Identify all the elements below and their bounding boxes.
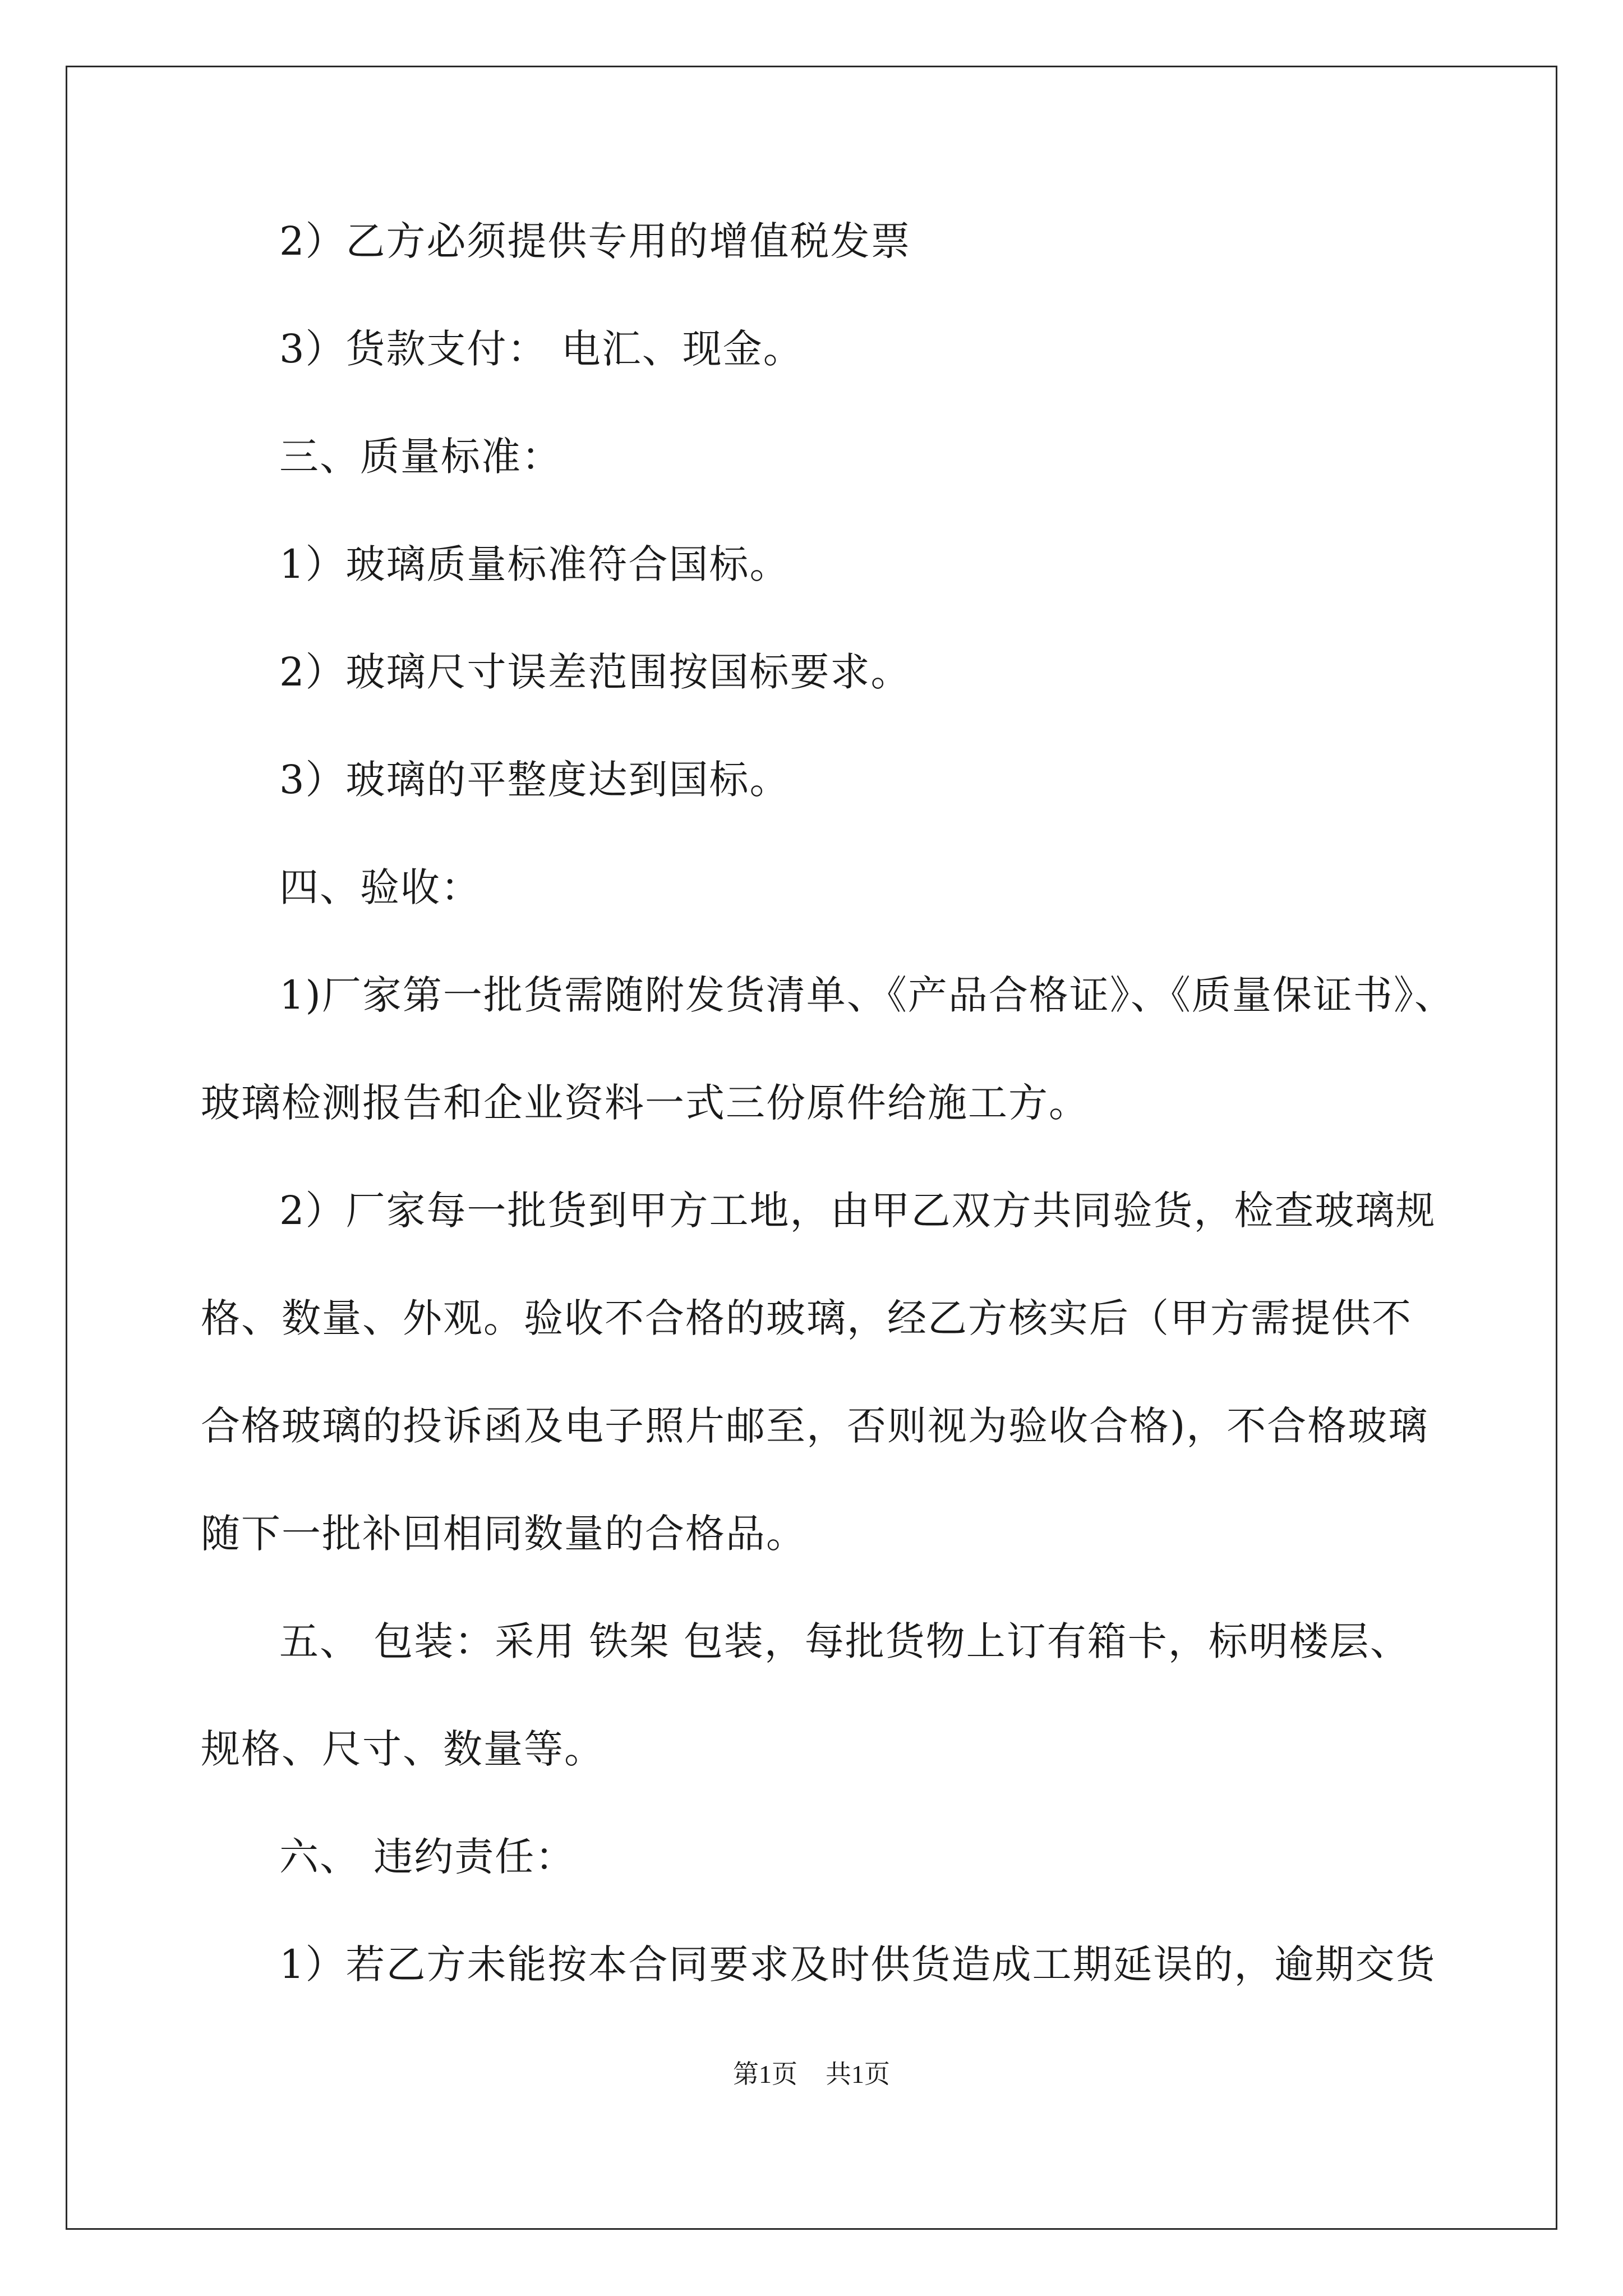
text-line: 3）货款支付： 电汇、现金。 <box>279 326 804 372</box>
paragraph-liability-1 <box>201 1936 1479 1993</box>
text-line: 合格玻璃的投诉函及电子照片邮至，否则视为验收合格)，不合格玻璃 <box>201 1403 1429 1449</box>
section-heading-acceptance <box>201 859 1479 915</box>
text-line: 3）玻璃的平整度达到国标。 <box>279 757 790 803</box>
text-line: 2）乙方必须提供专用的增值税发票 <box>279 218 911 264</box>
section-heading-quality <box>201 429 1479 485</box>
text-line: 2）玻璃尺寸误差范围按国标要求。 <box>279 649 911 695</box>
text-line: 1）若乙方未能按本合同要求及时供货造成工期延误的，逾期交货 <box>279 1941 1436 1987</box>
text-line: 规格、尺寸、数量等。 <box>201 1726 605 1772</box>
text-line: 1)厂家第一批货需随附发货清单、《产品合格证》、《质量保证书》、 <box>279 972 1455 1018</box>
text-line: 玻璃检测报告和企业资料一式三份原件给施工方。 <box>201 1080 1089 1126</box>
text-line: 四、验收： <box>279 864 481 910</box>
text-line: 五、 包装：采用 铁架 包装，每批货物上订有箱卡，标明楼层、 <box>279 1618 1410 1664</box>
text-line: 格、数量、外观。验收不合格的玻璃，经乙方核实后（甲方需提供不 <box>201 1295 1412 1341</box>
text-line: 三、质量标准： <box>279 434 562 480</box>
page-number-current: 第1页 <box>733 2060 797 2088</box>
paragraph-quality-3 <box>201 752 1479 808</box>
paragraph-payment-method <box>201 321 1479 377</box>
page-number-total: 共1页 <box>826 2060 890 2088</box>
paragraph-quality-1 <box>201 536 1479 592</box>
section-heading-liability <box>201 1829 1479 1885</box>
text-line: 1）玻璃质量标准符合国标。 <box>279 541 790 587</box>
paragraph-acceptance-2 <box>201 1182 1479 1562</box>
page-footer <box>0 2058 1623 2091</box>
section-heading-packaging <box>201 1613 1479 1777</box>
text-line: 2）厂家每一批货到甲方工地，由甲乙双方共同验货，检查玻璃规 <box>279 1188 1436 1234</box>
text-line: 随下一批补回相同数量的合格品。 <box>201 1511 806 1557</box>
paragraph-payment-invoice <box>201 213 1479 269</box>
paragraph-quality-2 <box>201 644 1479 700</box>
document-body <box>201 213 1479 1993</box>
paragraph-acceptance-1 <box>201 967 1479 1131</box>
text-line: 六、 违约责任： <box>279 1834 576 1880</box>
